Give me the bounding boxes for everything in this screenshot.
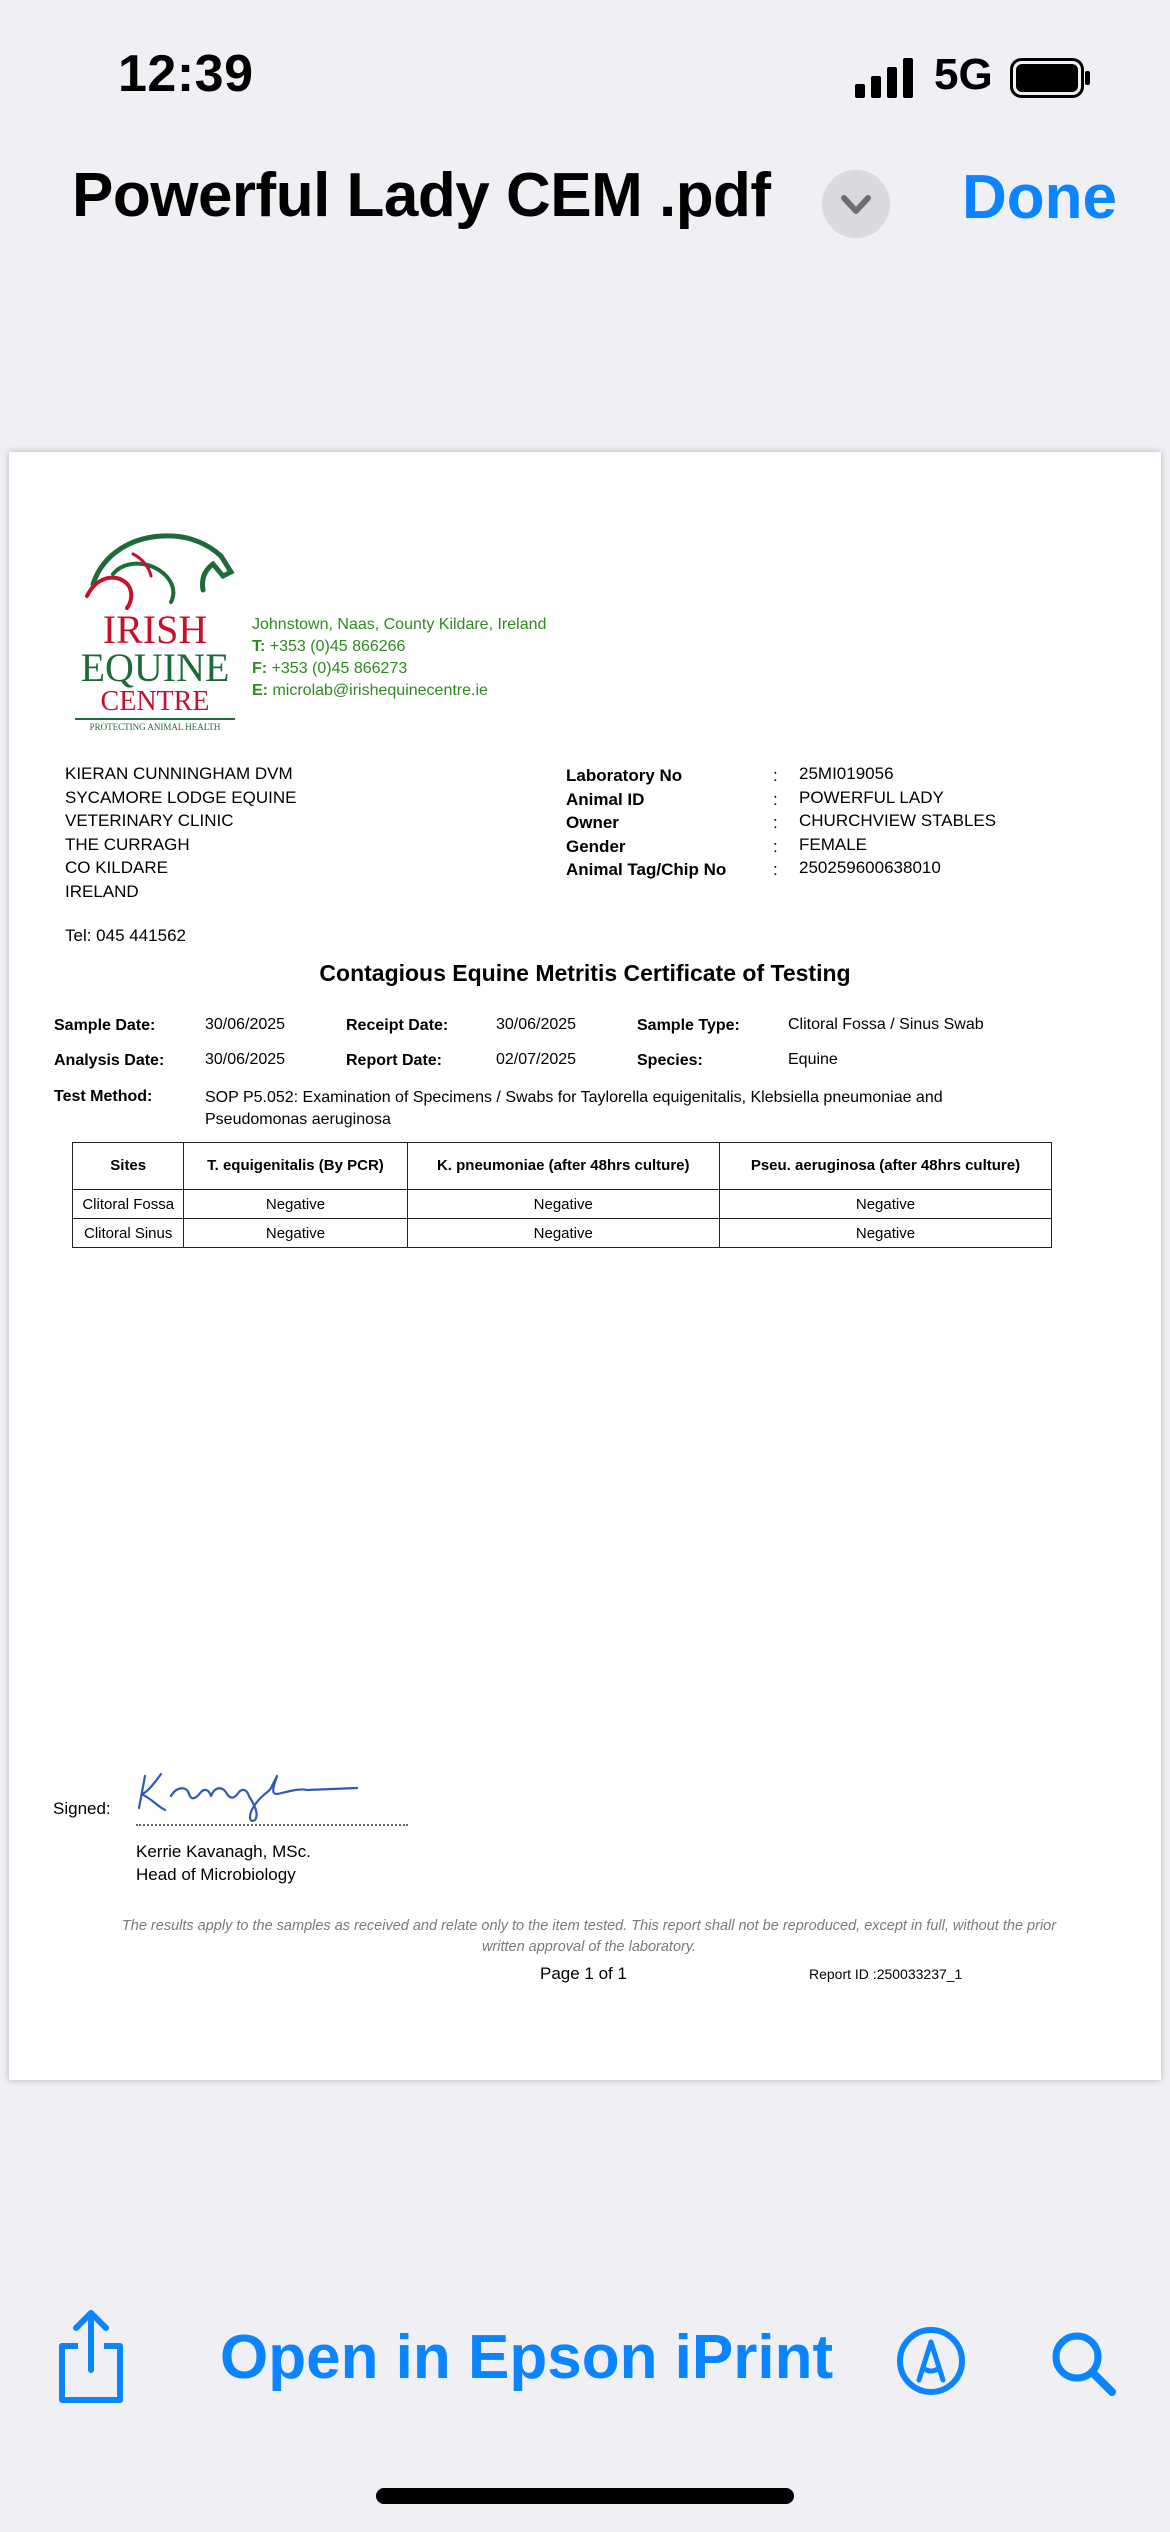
info-label: Gender (566, 836, 626, 856)
report-date: 02/07/2025 (496, 1051, 577, 1068)
table-cell: Negative (184, 1219, 407, 1248)
test-method-label: Test Method: (54, 1088, 153, 1105)
page-number: Page 1 of 1 (540, 1964, 627, 1983)
info-value: POWERFUL LADY (799, 787, 944, 807)
table-header-row (73, 1143, 1052, 1190)
signed-label: Signed: (53, 1799, 111, 1818)
handwritten-signature (131, 1764, 361, 1824)
col-header: Pseu. aeruginosa (after 48hrs culture) (719, 1143, 1051, 1190)
table-cell: Negative (719, 1219, 1051, 1248)
info-label: Animal ID (566, 789, 645, 809)
table-cell: Negative (407, 1219, 719, 1248)
table-cell: Clitoral Fossa (73, 1190, 184, 1219)
analysis-date: 30/06/2025 (205, 1051, 286, 1068)
markup-icon[interactable] (896, 2326, 966, 2396)
col-header: Sites (73, 1143, 184, 1190)
logo-line-centre: CENTRE (100, 686, 210, 717)
info-value: CHURCHVIEW STABLES (799, 811, 997, 830)
recipient-address (65, 762, 296, 903)
test-method (205, 1087, 943, 1131)
info-label: Laboratory No (566, 766, 683, 785)
recipient-line: THE CURRAGH (65, 834, 190, 854)
col-header: K. pneumoniae (after 48hrs culture) (407, 1143, 719, 1190)
receipt-date-label: Receipt Date: (346, 1017, 449, 1034)
col-header: T. equigenitalis (By PCR) (184, 1143, 407, 1190)
home-indicator[interactable] (376, 2488, 794, 2504)
table-row (73, 1219, 1052, 1248)
recipient-line: SYCAMORE LODGE EQUINE (65, 787, 297, 807)
info-label: Owner (566, 813, 619, 832)
fax-label: F: (252, 660, 268, 677)
phone-label: T: (252, 638, 266, 655)
animal-info-values (799, 762, 996, 880)
signature-line (136, 1824, 408, 1826)
info-value: 250259600638010 (799, 858, 941, 877)
network-type: 5G (934, 50, 993, 99)
signer-title: Head of Microbiology (136, 1865, 296, 1884)
species: Equine (788, 1051, 838, 1068)
sample-date: 30/06/2025 (205, 1016, 286, 1033)
animal-info-labels (566, 764, 726, 882)
sample-date-label: Sample Date: (54, 1017, 156, 1034)
irish-equine-centre-logo (73, 514, 243, 734)
info-value: FEMALE (799, 834, 868, 854)
cellular-signal-icon (855, 58, 917, 98)
table-cell: Clitoral Sinus (73, 1219, 184, 1248)
horse-logo-icon (73, 514, 243, 614)
report-id: Report ID :250033237_1 (809, 1966, 963, 1982)
chevron-down-icon (822, 170, 890, 238)
certificate-title: Contagious Equine Metritis Certificate of Testing (319, 960, 851, 986)
lab-contact (252, 614, 546, 702)
document-title: Powerful Lady CEM .pdf (72, 161, 771, 230)
logo-line-irish: IRISH (102, 607, 208, 652)
disclaimer: The results apply to the samples as received and relate only to the item tested. This report shall not be reproduced, except in full, without the prior written approval of the laboratory. (121, 1918, 1057, 1955)
sample-type-label: Sample Type: (637, 1017, 740, 1034)
done-button[interactable]: Done (962, 163, 1117, 232)
pdf-page[interactable] (9, 452, 1161, 2080)
analysis-date-label: Analysis Date: (54, 1052, 165, 1069)
search-icon[interactable] (1048, 2328, 1118, 2398)
status-time: 12:39 (118, 45, 254, 103)
lab-fax: +353 (0)45 866273 (271, 660, 408, 677)
report-date-label: Report Date: (346, 1052, 443, 1069)
table-cell: Negative (719, 1190, 1051, 1219)
recipient-line: CO KILDARE (65, 858, 168, 877)
status-bar (0, 0, 1170, 150)
recipient-line: IRELAND (65, 881, 139, 901)
species-label: Species: (637, 1052, 703, 1069)
receipt-date: 30/06/2025 (496, 1016, 577, 1033)
logo-tagline: PROTECTING ANIMAL HEALTH (89, 722, 221, 732)
test-method-line: Pseudomonas aeruginosa (205, 1111, 391, 1128)
logo-line-equine: EQUINE (80, 645, 230, 690)
recipient-tel: Tel: 045 441562 (65, 926, 186, 945)
table-cell: Negative (184, 1190, 407, 1219)
signer-block (136, 1840, 311, 1886)
open-in-epson-iprint-button[interactable]: Open in Epson iPrint (220, 2323, 834, 2392)
email-label: E: (252, 682, 268, 699)
info-colons: : : : : : (773, 766, 778, 879)
sample-type: Clitoral Fossa / Sinus Swab (788, 1016, 984, 1033)
test-method-line: SOP P5.052: Examination of Specimens / Swabs for Taylorella equigenitalis, Klebsiella pneumoniae and (205, 1089, 943, 1106)
title-menu-button[interactable] (822, 170, 890, 238)
lab-email: microlab@irishequinecentre.ie (272, 682, 488, 699)
results-table (72, 1142, 1052, 1248)
share-icon[interactable] (52, 2308, 130, 2406)
lab-address: Johnstown, Naas, County Kildare, Ireland (252, 616, 547, 633)
lab-phone: +353 (0)45 866266 (269, 638, 406, 655)
table-cell: Negative (407, 1190, 719, 1219)
info-label: Animal Tag/Chip No (566, 860, 727, 879)
logo-divider (75, 718, 235, 720)
table-row (73, 1190, 1052, 1219)
battery-icon (1010, 58, 1092, 98)
info-value: 25MI019056 (799, 764, 894, 783)
signer-name: Kerrie Kavanagh, MSc. (136, 1842, 311, 1861)
recipient-line: KIERAN CUNNINGHAM DVM (65, 764, 293, 783)
recipient-line: VETERINARY CLINIC (65, 811, 234, 830)
